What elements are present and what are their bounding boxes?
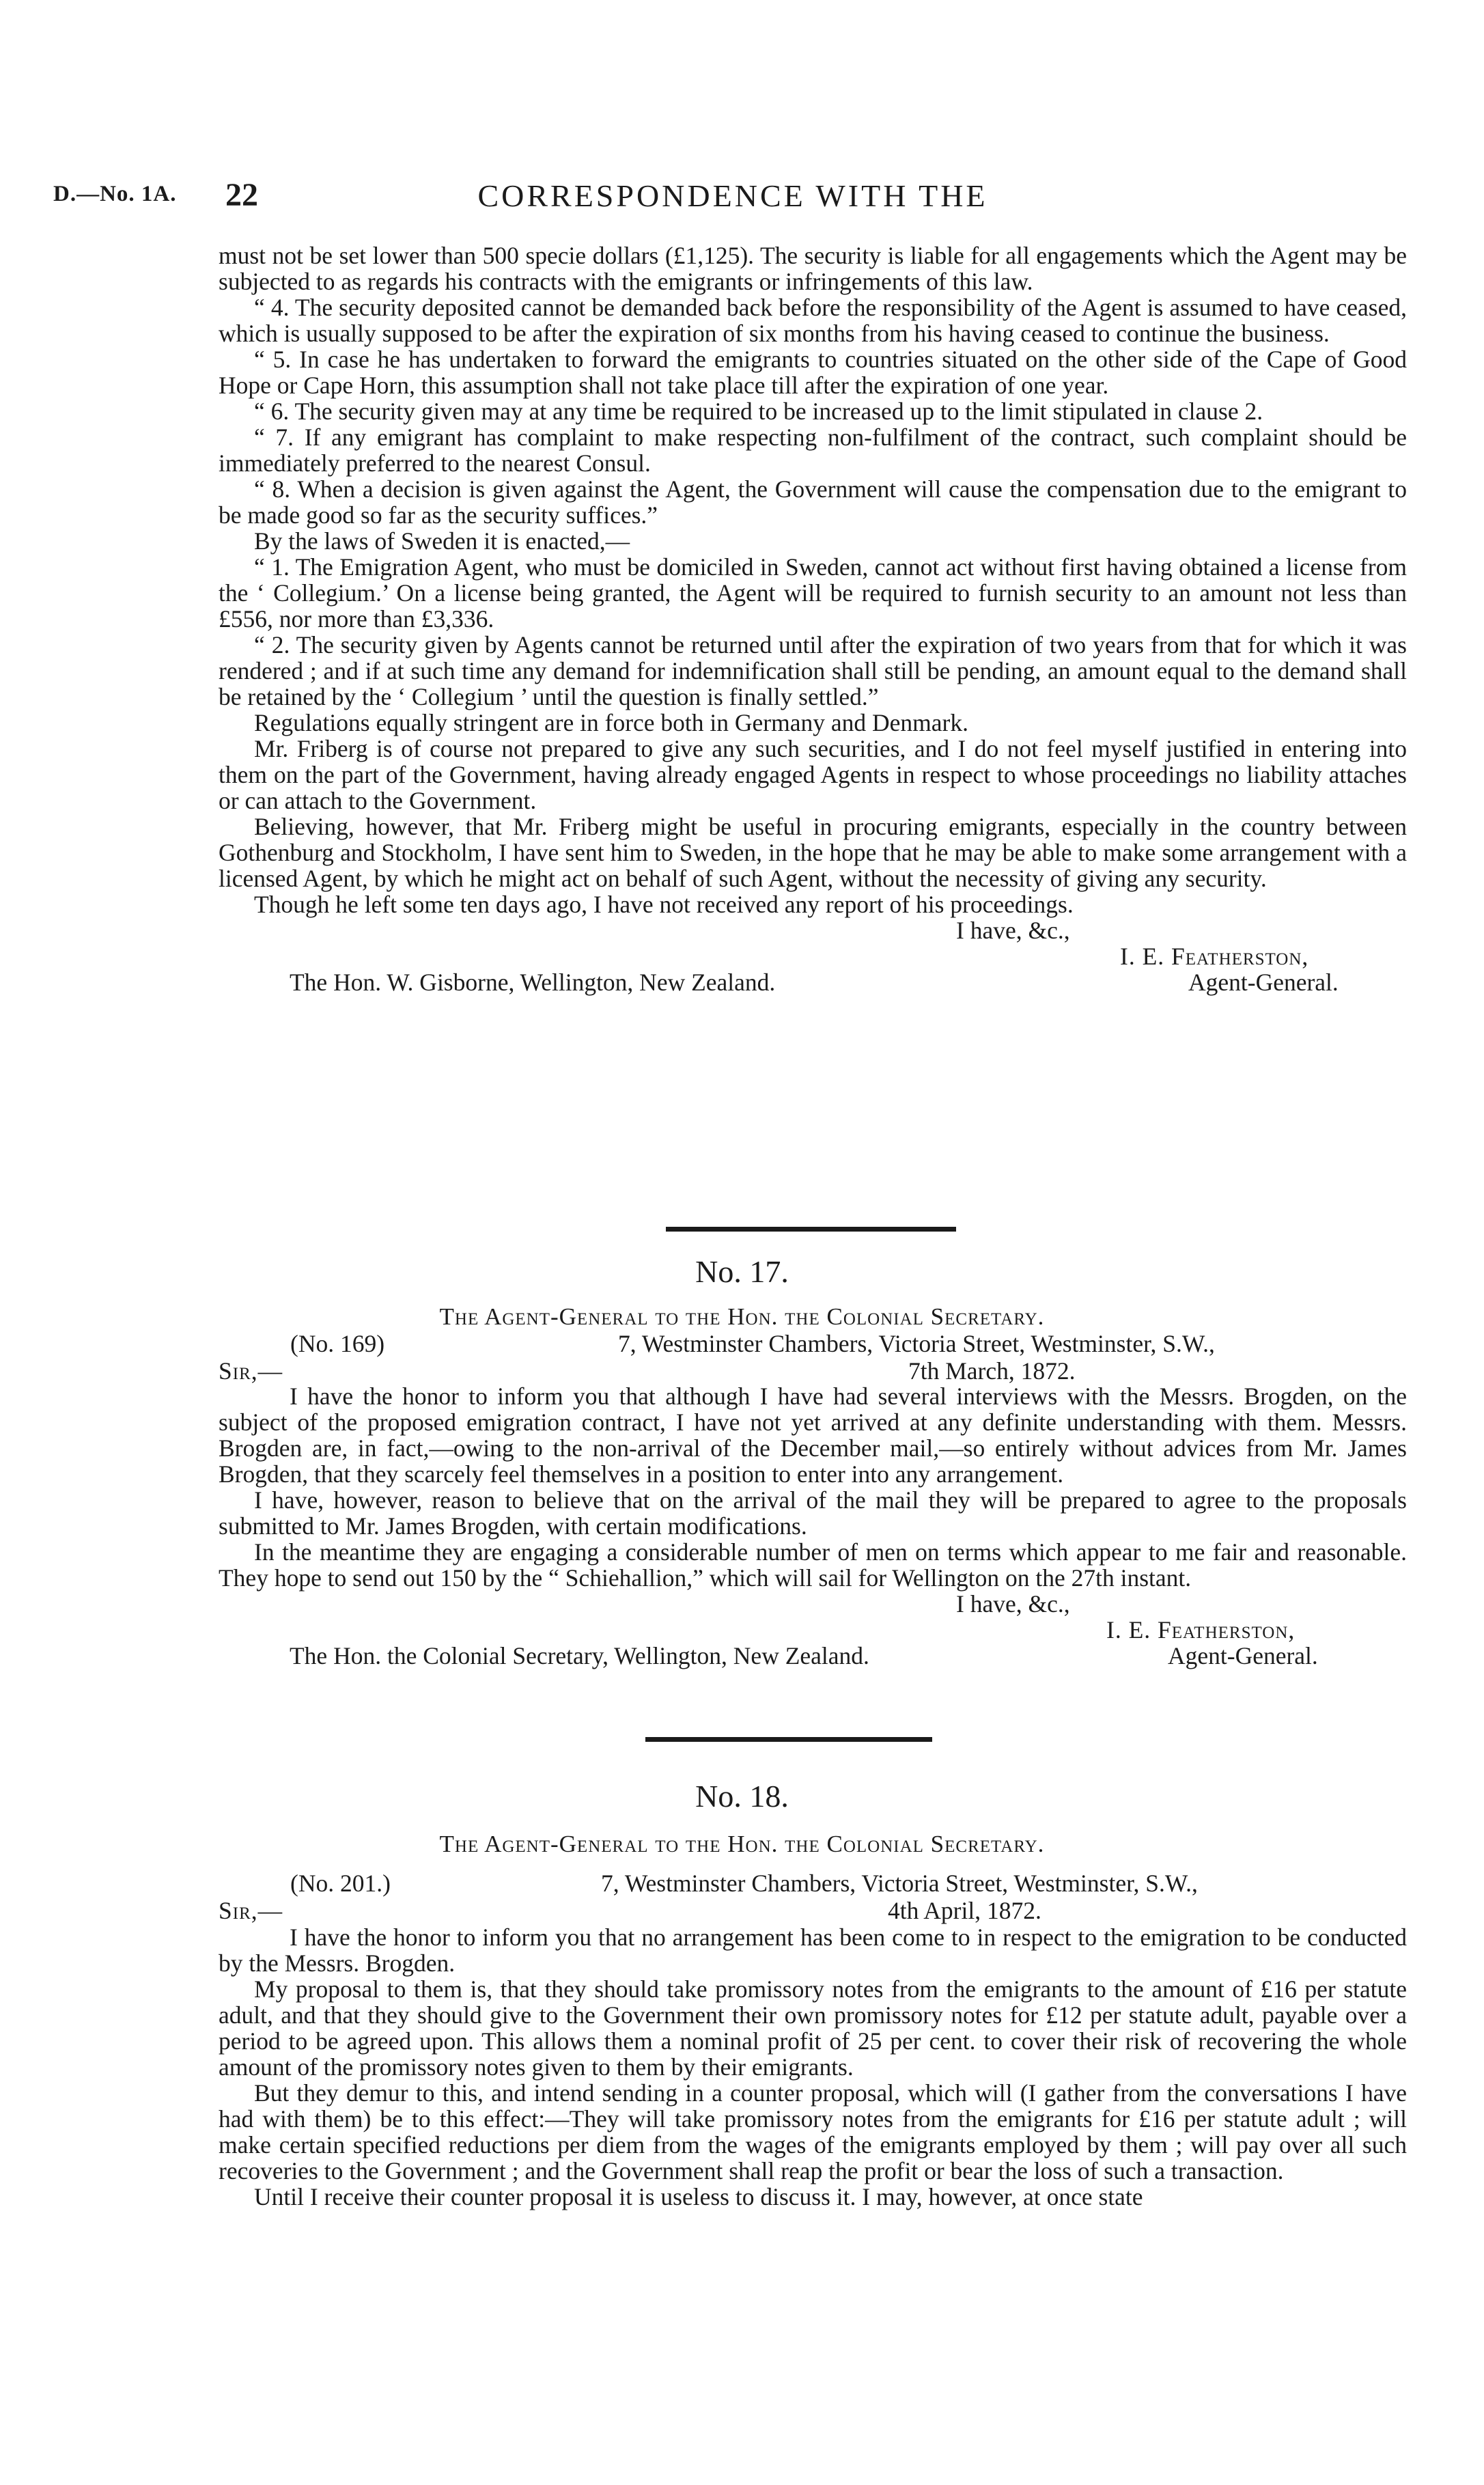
addressee-row [219,969,1407,995]
letter-number: No. 18. [695,1779,789,1814]
paragraph: I have, however, reason to believe that on the arrival of the mail they will be prepared to agree to the proposals submitted to Mr. James Brogden, with certain modifications. [219,1486,1407,1540]
paragraph: “ 2. The security given by Agents cannot be returned until after the expiration of two years from that for which it was rendered ; and if at such time any demand for indemnification shall still be pending, an amount equal to the demand shall be retained by the ‘ Collegium ’ until the question is finally settled.” [219,631,1407,710]
sender-address: 7, Westminster Chambers, Victoria Street, Westminster, S.W., [601,1870,1198,1897]
letter-date: 7th March, 1872. [908,1357,1076,1385]
signatory: I. E. Featherston, [1120,943,1309,970]
paragraph: I have the honor to inform you that although I have had several interviews with the Messrs. Brogden, on the subject of the proposed emigration contract, I have not yet arrived at any definite understanding with them. Messrs. Brogden are, in fact,—owing to the non-arrival of the December mail,—so entirely without advices from Mr. James Brogden, that they scarcely feel themselves in a position to enter into any arrangement. [219,1383,1407,1488]
paragraph: In the meantime they are engaging a considerable number of men on terms which appear to me fair and reasonable. They hope to send out 150 by the “ Schiehallion,” which will sail for Wellington on the 27th instant. [219,1538,1407,1592]
signatory: I. E. Featherston, [1106,1616,1296,1643]
paragraph: “ 6. The security given may at any time be required to be increased up to the limit stipulated in clause 2. [254,398,1263,425]
paragraph: “ 1. The Emigration Agent, who must be domiciled in Sweden, cannot act without first having obtained a license from the ‘ Collegium.’ On a license being granted, the Agent will be required to furnish security to an amount not less than £556, nor more than £3,336. [219,553,1407,633]
signatory-row [219,1617,1407,1643]
letter-date: 4th April, 1872. [888,1897,1041,1924]
continuation-section [219,242,1407,995]
series-code: D.—No. 1A. [53,182,177,206]
paragraph: “ 7. If any emigrant has complaint to make respecting non-fulfilment of the contract, such complaint should be immediately preferred to the nearest Consul. [219,424,1407,477]
letter-body [219,1924,1407,2210]
section-divider [645,1737,932,1742]
letter-heading: The Agent-General to the Hon. the Colonial Secretary. [439,1831,1045,1857]
letter-heading: The Agent-General to the Hon. the Colonial Secretary. [439,1303,1045,1330]
paragraph: Believing, however, that Mr. Friberg might be useful in procuring emigrants, especially in the country between Gothenburg and Stockholm, I have sent him to Sweden, in the hope that he may be able to make some arrangement with a licensed Agent, by which he might act on behalf of such Agent, without the necessity of giving any security. [219,813,1407,892]
signatory-title: Agent-General. [1188,969,1339,996]
salutation: Sir,— [219,1897,283,1924]
letter-reference: (No. 169) [290,1330,385,1357]
paragraph: But they demur to this, and intend sending in a counter proposal, which will (I gather from the conversations I have had with them) be to this effect:—They will take promissory notes from the emigrants for £16 per statute adult ; will make certain specified reductions per diem from the wages of the emigrants employed by them ; will pay over all such recoveries to the Government ; and the Government shall reap the profit or bear the loss of such a transaction. [219,2079,1407,2184]
closing-row [219,917,1407,943]
salutation: Sir,— [219,1357,283,1385]
letter-number: No. 17. [695,1254,789,1289]
paragraph: Regulations equally stringent are in force both in Germany and Denmark. [254,709,968,736]
running-title: CORRESPONDENCE WITH THE [477,178,988,213]
paragraph: By the laws of Sweden it is enacted,— [254,527,630,555]
letter-reference: (No. 201.) [290,1870,391,1897]
paragraph: “ 5. In case he has undertaken to forward the emigrants to countries situated on the other side of the Cape of Good Hope or Cape Horn, this assumption shall not take place till after the expiration of one year. [219,346,1407,399]
page-header [53,176,1412,217]
closing: I have, &c., [956,917,1070,944]
paragraph: Though he left some ten days ago, I have not received any report of his proceedings. [254,891,1074,918]
closing-row [219,1591,1407,1617]
sender-address: 7, Westminster Chambers, Victoria Street, Westminster, S.W., [618,1330,1215,1357]
addressee: The Hon. the Colonial Secretary, Wellington, New Zealand. [290,1642,869,1669]
paragraph: “ 4. The security deposited cannot be demanded back before the responsibility of the Agent is assumed to have ceased, which is usually supposed to be after the expiration of six months from his having ceased to continue the business. [219,294,1407,347]
paragraph: I have the honor to inform you that no arrangement has been come to in respect to the emigration to be conducted by the Messrs. Brogden. [219,1924,1407,1977]
addressee: The Hon. W. Gisborne, Wellington, New Zealand. [290,969,776,996]
signatory-row [219,943,1407,969]
page-number: 22 [225,177,258,213]
paragraph: My proposal to them is, that they should take promissory notes from the emigrants to the amount of £16 per statute adult, and that they should give to the Government their own promissory notes for £12 per statute adult, payable over a period to be agreed upon. This allows them a nominal profit of 25 per cent. to cover their risk of recovering the whole amount of the promissory notes given to them by their emigrants. [219,1975,1407,2081]
letter-body [219,1383,1407,1669]
paragraph: Until I receive their counter proposal it is useless to discuss it. I may, however, at once state [254,2183,1143,2210]
paragraph: Mr. Friberg is of course not prepared to give any such securities, and I do not feel myself justified in entering into them on the part of the Government, having already engaged Agents in respect to whose proceedings no liability attaches or can attach to the Government. [219,735,1407,814]
section-divider [666,1227,956,1232]
paragraph: “ 8. When a decision is given against the Agent, the Government will cause the compensation due to the emigrant to be made good so far as the security suffices.” [219,475,1407,529]
addressee-row [219,1643,1407,1669]
signatory-title: Agent-General. [1168,1642,1318,1669]
closing: I have, &c., [956,1590,1070,1618]
paragraph: must not be set lower than 500 specie dollars (£1,125). The security is liable for all engagements which the Agent may be subjected to as regards his contracts with the emigrants or infringements of this law. [219,242,1407,295]
